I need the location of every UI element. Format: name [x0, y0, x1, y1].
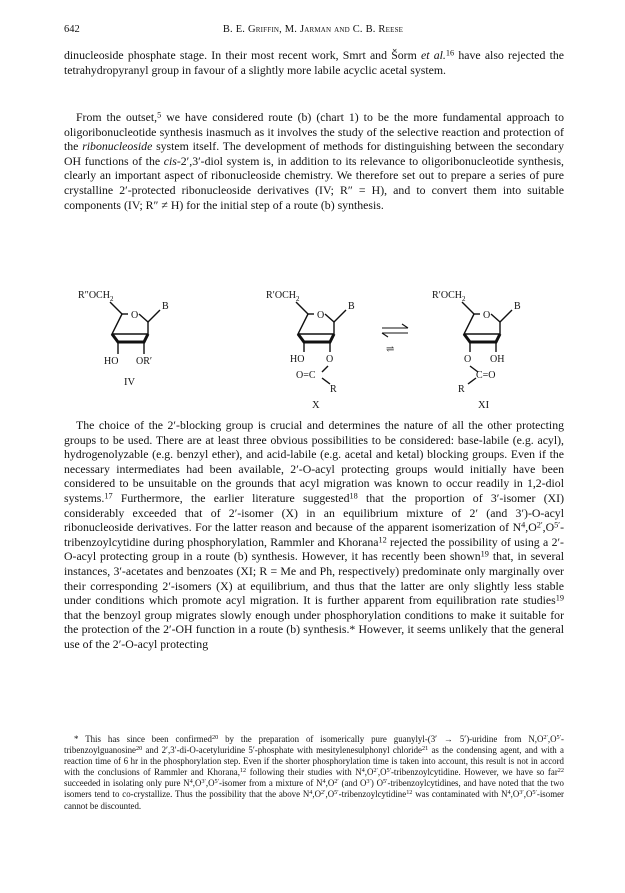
xi-carbonyl: C=O [476, 370, 496, 381]
x-bond-o-right [325, 314, 334, 322]
fn-s14: 2′ [321, 789, 326, 797]
para3-text-2: Furthermore, the earlier literature suggested [112, 490, 350, 505]
iv-base-bond [148, 310, 160, 322]
fn-t4: -tribenzoylguanosine [64, 734, 564, 756]
para3-text-4: -tribenzoylcytidine during phosphorylation, Rammler and Khorana [64, 520, 564, 549]
ref-19b: 19 [555, 593, 564, 603]
iv-compound-label: IV [124, 377, 136, 388]
fn-t15: ,O [325, 778, 335, 789]
fn-s3: 4 [361, 767, 365, 775]
x-carbonyl: O=C [296, 370, 316, 381]
fn-ref-12: 12 [239, 767, 247, 775]
ref-19: 19 [480, 549, 489, 559]
fn-s10: 2′ [334, 778, 339, 786]
fn-s1: 2′ [543, 734, 548, 742]
fn-t3: ,O [547, 734, 557, 744]
para3-sup-a: 4 [521, 520, 526, 530]
xi-r-c-bond [468, 378, 476, 384]
para3-text-3b: ,O [525, 520, 537, 535]
xi-base-bond [500, 310, 512, 322]
fn-t7: following their studies with N [246, 767, 362, 778]
fn-t9: ,O [377, 767, 387, 778]
fn-t2: by the preparation of isomerically pure guanylyl-(3′ → 5′)-uridine from N,O [218, 734, 544, 744]
x-ring-front-edge [298, 334, 334, 342]
fn-t24: ,O [523, 789, 533, 800]
x-acyl-o: O [326, 354, 334, 365]
fn-t17: ) O [370, 778, 384, 789]
fn-s6: 4 [189, 778, 193, 786]
para3-text-3: that the proportion of 3′-isomer (XI) considerably exceeded that of 2′-isomer (X) in an equilibrium mixture of 2′ (and 3′)-O-acyl ribonucleoside derivatives. For the latter reason and because of the apparent isomerization of N [64, 490, 564, 535]
fn-s5: 5′ [386, 767, 391, 775]
x-o-c-bond [322, 366, 328, 372]
fn-s7: 3′ [201, 778, 206, 786]
iv-or: OR′ [136, 356, 153, 367]
fn-t14: -isomer from a mixture of N [219, 778, 323, 789]
fn-t10: -tribenzoylcytidine. However, we have so far [390, 767, 558, 778]
fn-s16: 4 [507, 789, 511, 797]
fn-s15: 5′ [334, 789, 339, 797]
iv-ring-oxygen: O [131, 310, 139, 321]
fn-s8: 5′ [214, 778, 220, 786]
paragraph-1 [64, 48, 564, 77]
fn-t23: ,O [510, 789, 520, 800]
para1-text-b: have also rejected the tetrahydropyranyl group in favour of a slightly more labile acyclic acetal system. [64, 48, 564, 77]
fn-t1: * This has since been confirmed [74, 734, 212, 744]
fn-t25: -isomer cannot be discounted. [64, 789, 565, 811]
para3-text-6: that, in several instances, 3′-acetates and benzoates (XI; R = Me and Ph, respectively) predominate only marginally over their corresponding 2′-isomers (X) at equilibrium, and thus that the latter are only slightly less stable under conditions which promote acyl migration. It is further apparent from equilibration rate studies [64, 549, 564, 608]
para3-text-3c: ,O [542, 520, 555, 535]
fn-s2: 5′ [556, 734, 562, 742]
page-number: 642 [64, 24, 80, 35]
footnote [64, 734, 564, 812]
fn-t19: ,O [312, 789, 322, 800]
xi-ring-front-edge [464, 334, 500, 342]
fn-t11: succeeded in isolating only pure N [64, 778, 190, 789]
para2-text-1: From the outset, [76, 110, 158, 124]
para2-text-3: system itself. The development of methods for distinguishing between the secondary OH functions of the [64, 139, 564, 168]
para2-text-4: -2′,3′-diol system is, in addition to its relevance to oligoribonucleotide synthesis, clearly an important aspect of ribonucleoside chemistry. We therefore set out to prepare a series of pure crystalline 2′-protected ribonucleoside derivatives (IV; R″ = H), and to convert them into suitable components (IV; R″ ≠ H) for the initial step of a route (b) synthesis. [64, 153, 565, 212]
x-base-b: B [348, 301, 355, 312]
fn-t5: and 2′,3′-di-O-acetyluridine 5′-phosphate with mesitylenesulphonyl chloride [142, 745, 422, 756]
running-head: B. E. Griffin, M. Jarman and C. B. Reese [222, 24, 404, 35]
fn-ref-20b: 20 [135, 745, 143, 753]
para2-em-cis: cis [163, 153, 177, 168]
ref-17: 17 [104, 491, 113, 501]
xi-oh: OH [490, 354, 505, 365]
equilibrium-arrows [382, 324, 408, 355]
iv-ring-front-edge [112, 334, 148, 342]
fn-s4: 2′ [373, 767, 378, 775]
chemical-structures-figure [70, 282, 560, 412]
equilibrium-symbol: ⇌ [386, 344, 395, 355]
structures-svg [70, 282, 560, 412]
ref-5: 5 [157, 110, 162, 120]
iv-base-b: B [162, 301, 169, 312]
xi-compound-label: XI [478, 400, 490, 411]
x-5-substituent: $R'OCH_2$ [266, 290, 300, 303]
ref-16: 16 [445, 48, 455, 58]
xi-base-b: B [514, 301, 521, 312]
structure-x [266, 290, 355, 411]
fn-s12: 5′ [383, 778, 388, 786]
reverse-arrow [382, 333, 408, 337]
x-ch2-bond [296, 302, 308, 314]
fn-s9: 4 [322, 778, 326, 786]
fn-ref-20: 20 [211, 734, 219, 742]
xi-bond-o-right [491, 314, 500, 322]
fn-ref-12b: 12 [406, 789, 413, 797]
xi-ring-oxygen: O [483, 310, 491, 321]
x-ring-oxygen: O [317, 310, 325, 321]
fn-ref-21: 21 [421, 745, 429, 753]
fn-ref-22: 22 [557, 767, 564, 775]
fn-t20: ,O [325, 789, 335, 800]
para3-text-7: that the benzoyl group migrates slowly enough under phosphorylation conditions to make it suitable for the protection of the 2′-OH function in a route (b) synthesis.* However, it seems unlikely that the general use of the 2′-O-acyl protecting [64, 607, 564, 651]
x-ho: HO [290, 354, 305, 365]
xi-r-group: R [458, 384, 465, 395]
page-header [64, 24, 562, 40]
iv-ho: HO [104, 356, 119, 367]
fn-s13: 4 [309, 789, 313, 797]
structure-iv [78, 290, 169, 388]
iv-bond-o-right [139, 314, 148, 322]
para3-text-1: The choice of the 2′-blocking group is crucial and determines the nature of all the other protecting groups to be used. There are at least three obvious possibilities to be considered: base-labile (e.g. acyl), hydrogenolyzable (e.g. benzyl ether), and acid-labile (e.g. acetal and ketal) blocking groups. Even if the necessary intermediates had been available, 2′-O-acyl protecting groups would initially have been considered to be unsuitable on the grounds that acyl migration was known to occur readily in 1,2-diol systems. [64, 418, 564, 505]
fn-t21: -tribenzoylcytidine [338, 789, 407, 800]
x-compound-label: X [312, 400, 320, 411]
fn-t6: as the condensing agent, and with a reaction time of 6 hr in the phosphorylation step. Even if the shorter phosphorylation time is taken into account, this result is not in accord with the conclusions of Rammler and Khorana, [64, 745, 564, 778]
structure-xi [432, 290, 521, 411]
fn-t16: (and O [338, 778, 367, 789]
para3-sup-b: 2′ [536, 520, 543, 530]
x-r-group: R [330, 384, 337, 395]
paragraph-3 [64, 418, 564, 652]
fn-s18: 5′ [532, 789, 537, 797]
para3-sup-c: 5′ [554, 520, 561, 530]
forward-arrow [382, 324, 408, 328]
fn-t13: ,O [205, 778, 215, 789]
xi-5-substituent: $R'OCH_2$ [432, 290, 466, 303]
iv-ch2-bond [110, 302, 122, 314]
ref-12: 12 [378, 535, 387, 545]
x-base-bond [334, 310, 346, 322]
fn-t18: -tribenzoylcytidines, and have noted that the two isomers tend to co-crystallize. Thus the possibility that the above N [64, 778, 564, 800]
para1-text-a: dinucleoside phosphate stage. In their most recent work, Smrt and Šorm [64, 48, 421, 62]
iv-5-substituent: $R''OCH_2$ [78, 290, 114, 303]
fn-t8: ,O [364, 767, 374, 778]
fn-s11: 3′ [366, 778, 371, 786]
xi-acyl-o: O [464, 354, 472, 365]
para1-et-al: et al. [421, 48, 446, 62]
fn-t12: ,O [192, 778, 202, 789]
para2-text-2: we have considered route (b) (chart 1) to be the more fundamental approach to oligoribonucleotide synthesis inasmuch as it involves the study of the selective reaction and protection of the [64, 110, 564, 154]
xi-ch2-bond [462, 302, 474, 314]
para3-text-5: rejected the possibility of using a 2′-O-acyl protecting group in a route (b) synthesis. However, it has recently been shown [64, 534, 564, 564]
fn-t22: was contaminated with N [412, 789, 508, 800]
x-c-r-bond [322, 378, 330, 384]
fn-s17: 3′ [519, 789, 524, 797]
paragraph-2 [64, 110, 564, 212]
ref-18: 18 [349, 491, 358, 501]
para2-em-ribonucleoside: ribonucleoside [82, 139, 153, 154]
